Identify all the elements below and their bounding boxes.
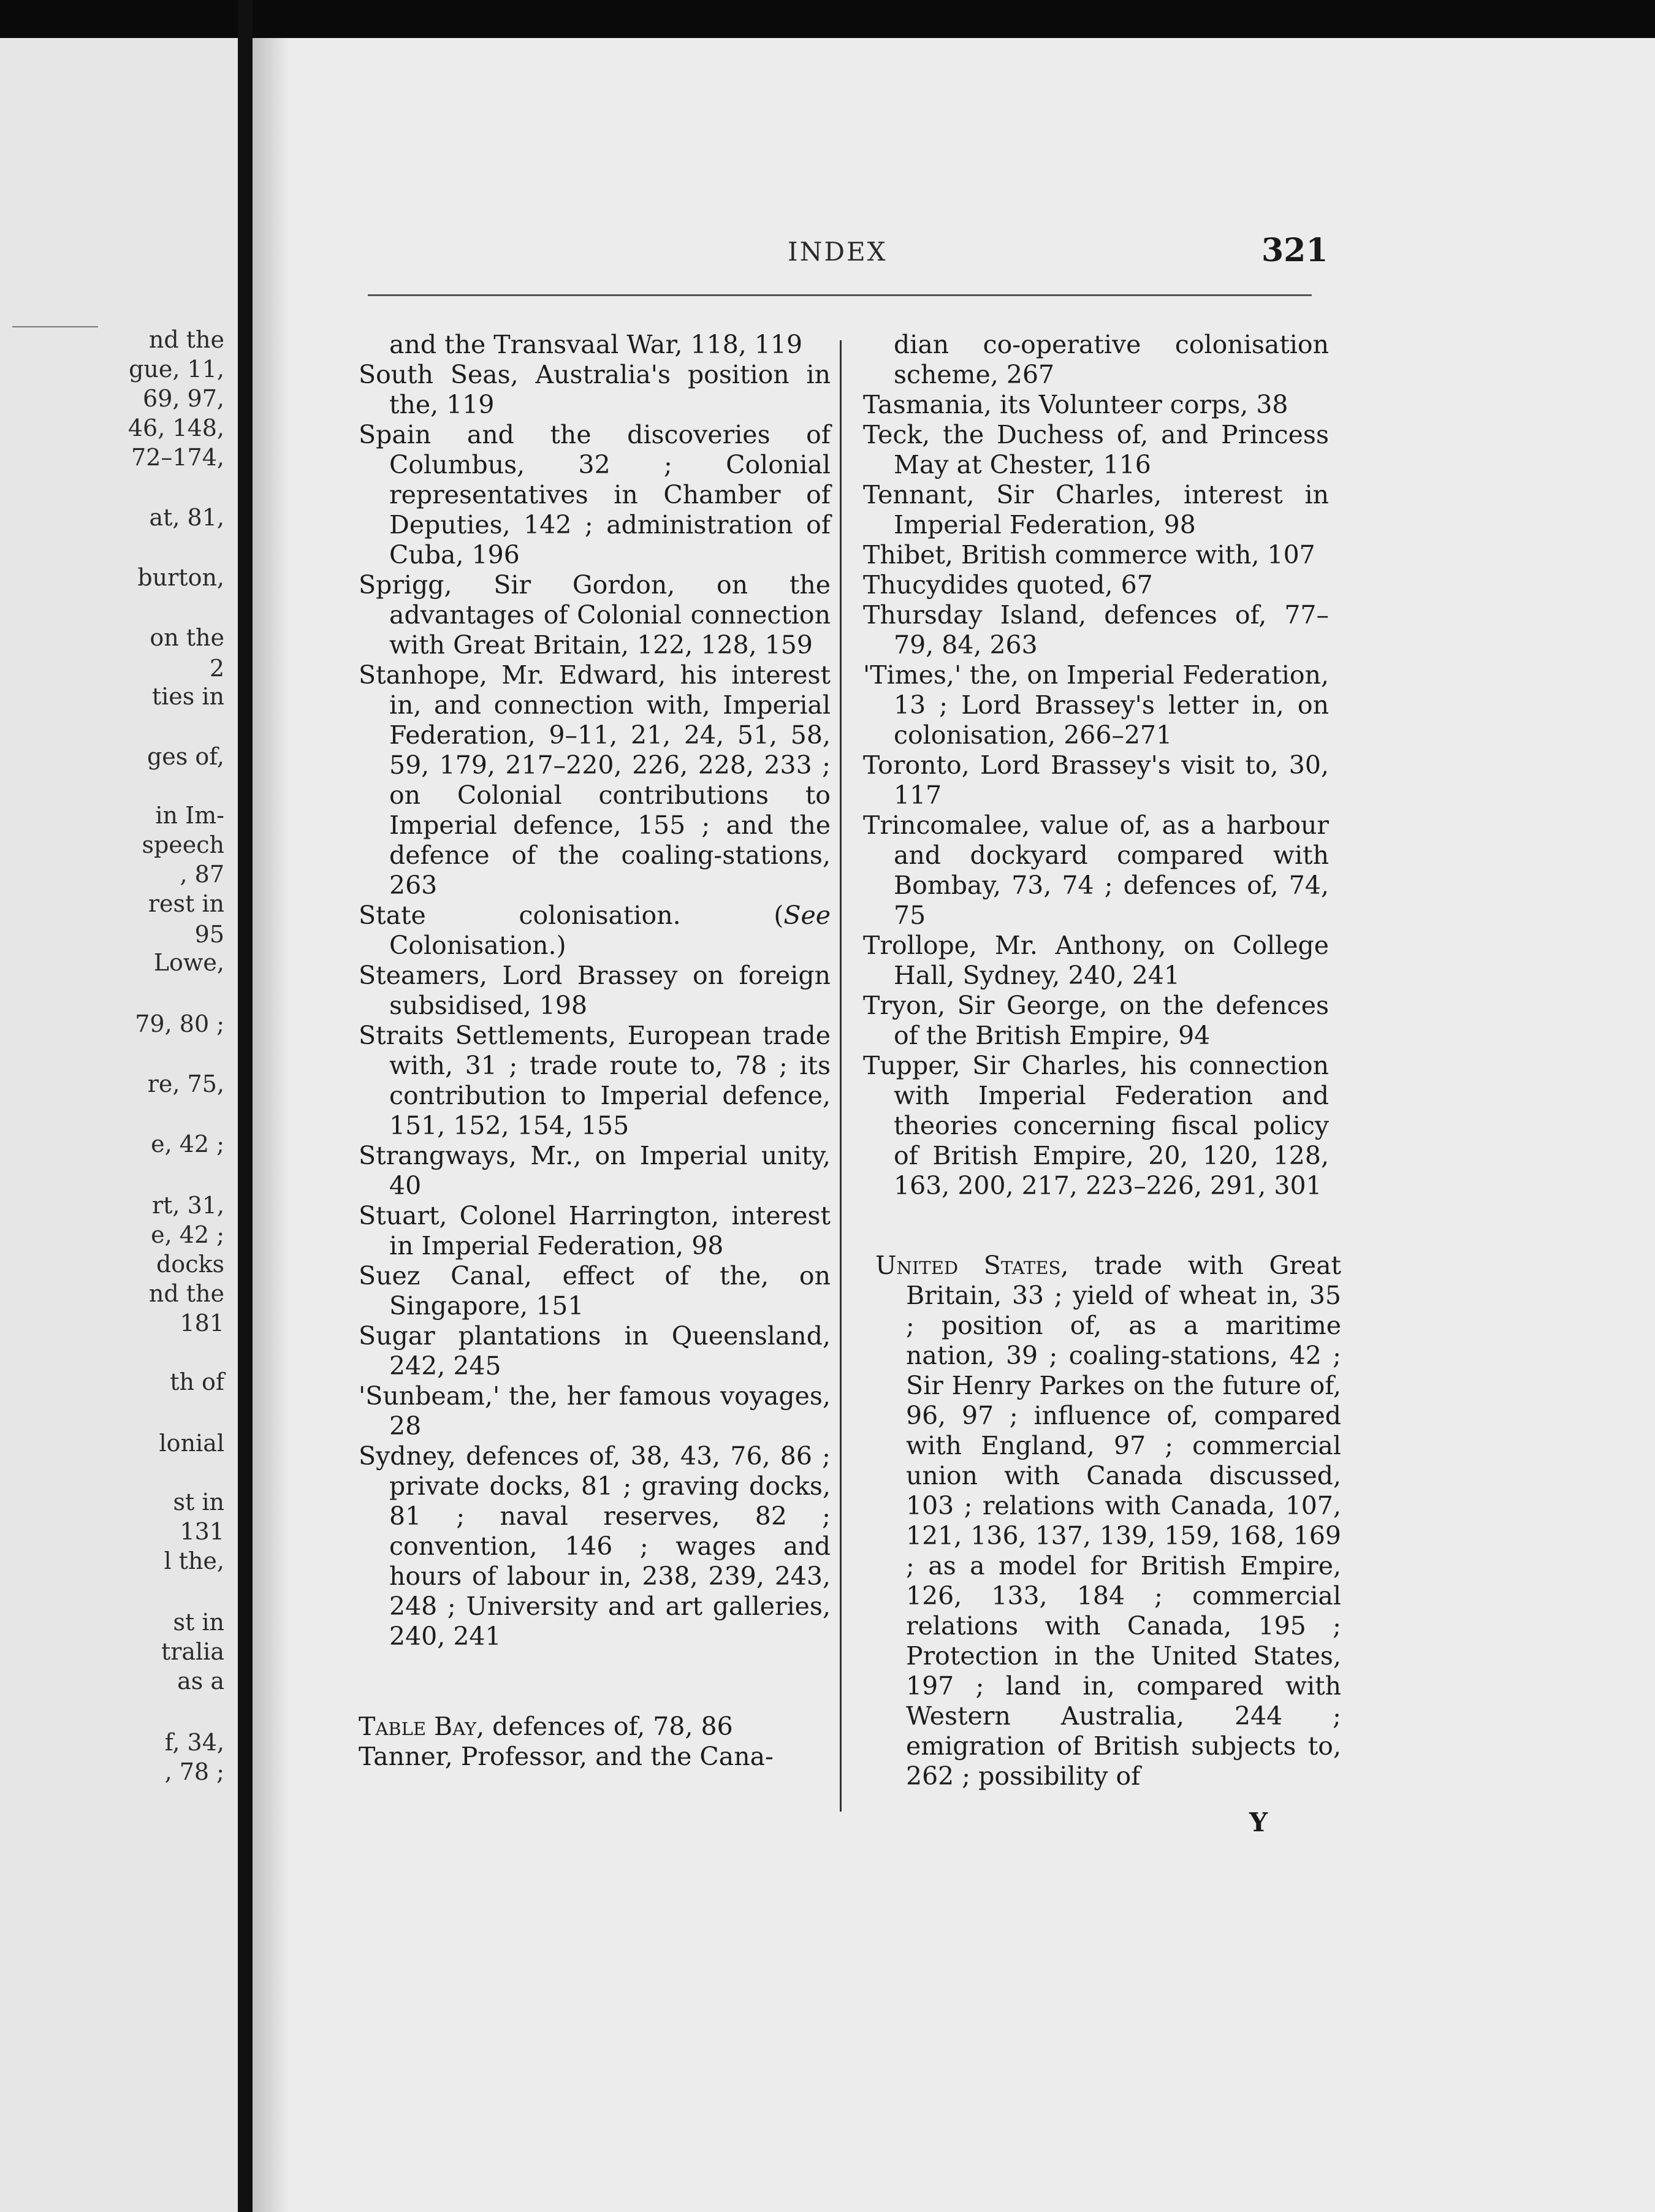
facing-page-fragment: at, 81, [149, 504, 224, 531]
index-entry: 'Times,' the, on Imperial Federation, 13 ; Lord Brassey's letter in, on colonisation, 266–271 [863, 660, 1329, 750]
facing-page-fragment: ties in [151, 683, 224, 710]
facing-page-fragment: in Im- [155, 802, 224, 829]
facing-page-fragment: 72–174, [131, 444, 224, 471]
index-entry [875, 1251, 1341, 1791]
facing-page-fragment: 181 [180, 1310, 224, 1337]
index-entry: Sprigg, Sir Gordon, on the advantages of Colonial connection with Great Britain, 122, 128, 159 [359, 570, 831, 660]
facing-page-fragment: docks [156, 1251, 224, 1278]
facing-page-fragment: 131 [180, 1518, 224, 1545]
index-entry: and the Transvaal War, 118, 119 [389, 330, 803, 359]
index-entry: Tasmania, its Volunteer corps, 38 [863, 390, 1288, 419]
index-entry: Tanner, Professor, and the Cana- [359, 1742, 774, 1771]
facing-page-fragment: , 87 [180, 861, 224, 888]
facing-page-fragment: st in [173, 1609, 224, 1636]
index-entry: Sugar plantations in Queensland, 242, 245 [359, 1321, 831, 1381]
facing-page-fragment: th of [170, 1368, 224, 1395]
facing-page-fragment: nd the [148, 1280, 224, 1307]
facing-page-fragment: rest in [148, 890, 224, 917]
entry-text: trade with Great Britain, 33 ; yield of wheat in, 35 ; position of, as a maritime nation, 39 ; coaling-stations, 42 ; Sir Henry Parkes on the future of, 96, 97 ; influence of, compared with England, 97 ; commercial union with Canada discussed, 103 ; relations with Canada, 107, 121, 136, 137, 139, 159, 168, 169 ; as a model for British Empire, 126, 133, 184 ; commercial relations with Canada, 195 ; Protection in the United States, 197 ; land in, compared with Western Australia, 244 ; emigration of British subjects to, 262 ; possibility of [906, 1251, 1341, 1791]
facing-page-fragment: speech [142, 831, 224, 858]
facing-page-fragment: 46, 148, [127, 414, 224, 441]
index-entry: Straits Settlements, European trade with, 31 ; trade route to, 78 ; its contribution to Imperial defence, 151, 152, 154, 155 [359, 1021, 831, 1140]
entry-text: Colonisation.) [389, 931, 566, 960]
facing-page-fragment: , 78 ; [164, 1758, 224, 1785]
facing-page-fragment: 2 [209, 655, 224, 682]
facing-page-fragment: e, 42 ; [151, 1131, 224, 1157]
index-entry [359, 1712, 831, 1742]
index-entry: Sydney, defences of, 38, 43, 76, 86 ; private docks, 81 ; graving docks, 81 ; naval reserves, 82 ; convention, 146 ; wages and hours of labour in, 238, 239, 243, 248 ; University and art galleries, 240, 241 [359, 1441, 831, 1651]
index-entry: Strangways, Mr., on Imperial unity, 40 [359, 1141, 831, 1200]
facing-page-fragment: burton, [137, 564, 224, 591]
entry-text: defences of, 78, 86 [484, 1712, 733, 1741]
index-entry: Thursday Island, defences of, 77–79, 84, 263 [863, 600, 1329, 660]
index-entry [359, 901, 831, 961]
see-reference: See [783, 901, 831, 930]
facing-page-fragment: 69, 97, [143, 385, 224, 412]
facing-page-fragment: re, 75, [147, 1070, 224, 1097]
page-number: 321 [1261, 232, 1328, 269]
index-entry: Thibet, British commerce with, 107 [863, 540, 1315, 570]
facing-page-fragment: rt, 31, [151, 1192, 224, 1219]
facing-page-fragment: 95 [194, 921, 224, 948]
index-entry: Steamers, Lord Brassey on foreign subsidised, 198 [359, 961, 831, 1020]
facing-page-fragment: lonial [159, 1430, 224, 1457]
index-entry: Teck, the Duchess of, and Princess May at Chester, 116 [863, 420, 1329, 479]
index-entry: Suez Canal, effect of the, on Singapore, 151 [359, 1261, 831, 1321]
letter-section-gap [359, 1652, 831, 1712]
index-entry: Toronto, Lord Brassey's visit to, 30, 117 [863, 750, 1329, 810]
index-column-right [863, 330, 1329, 1201]
index-entry: Tupper, Sir Charles, his connection with Imperial Federation and theories concerning fiscal policy of British Empire, 20, 120, 128, 163, 200, 217, 223–226, 291, 301 [863, 1051, 1329, 1200]
facing-page-edge [0, 38, 238, 2212]
facing-page-fragment: st in [173, 1489, 224, 1516]
entry-text: State colonisation. ( [359, 901, 784, 930]
index-entry: Thucydides quoted, 67 [863, 570, 1153, 600]
facing-page-fragment: on the [150, 624, 224, 651]
index-entry: Spain and the discoveries of Columbus, 32 ; Colonial representatives in Chamber of Deputies, 142 ; administration of Cuba, 196 [359, 420, 831, 570]
entry-heading: United States, [875, 1251, 1069, 1280]
index-entry: 'Sunbeam,' the, her famous voyages, 28 [359, 1381, 831, 1441]
index-entry: dian co-operative colonisation scheme, 267 [894, 330, 1329, 389]
book-gutter [238, 0, 253, 2212]
facing-page-fragment: gue, 11, [129, 356, 224, 383]
facing-page-fragment: nd the [148, 326, 224, 353]
header-rule [368, 294, 1312, 296]
index-entry: Stuart, Colonel Harrington, interest in Imperial Federation, 98 [359, 1201, 831, 1260]
facing-page-fragment: tralia [161, 1638, 224, 1665]
index-column-left [359, 330, 831, 1772]
index-entry: South Seas, Australia's position in the, 119 [359, 360, 831, 419]
column-divider [840, 340, 842, 1812]
index-entry: Stanhope, Mr. Edward, his interest in, and connection with, Imperial Federation, 9–11, 21, 24, 51, 58, 59, 179, 217–220, 226, 228, 233 ; on Colonial contributions to Imperial defence, 155 ; and the defence of the coaling-stations, 263 [359, 660, 831, 900]
entry-heading: Table Bay, [359, 1712, 485, 1741]
signature-mark: Y [1249, 1807, 1268, 1837]
facing-page-fragment: l the, [164, 1547, 224, 1574]
gutter-shadow [253, 38, 289, 2212]
index-entry: Trollope, Mr. Anthony, on College Hall, Sydney, 240, 241 [863, 931, 1329, 990]
running-title: INDEX [788, 237, 888, 267]
index-column-right-u-section [875, 1251, 1341, 1791]
facing-page-fragment: e, 42 ; [151, 1221, 224, 1248]
index-entry: Tennant, Sir Charles, interest in Imperial Federation, 98 [863, 480, 1329, 540]
facing-page-fragment: ges of, [146, 743, 224, 770]
index-entry: Tryon, Sir George, on the defences of the British Empire, 94 [863, 991, 1329, 1050]
index-entry: Trincomalee, value of, as a harbour and dockyard compared with Bombay, 73, 74 ; defences of, 74, 75 [863, 810, 1329, 930]
facing-page-fragment: as a [177, 1668, 224, 1695]
facing-page-rule [12, 326, 98, 327]
facing-page-fragment: f, 34, [164, 1729, 224, 1756]
facing-page-fragment: 79, 80 ; [135, 1010, 224, 1037]
facing-page-fragment: Lowe, [153, 949, 224, 976]
